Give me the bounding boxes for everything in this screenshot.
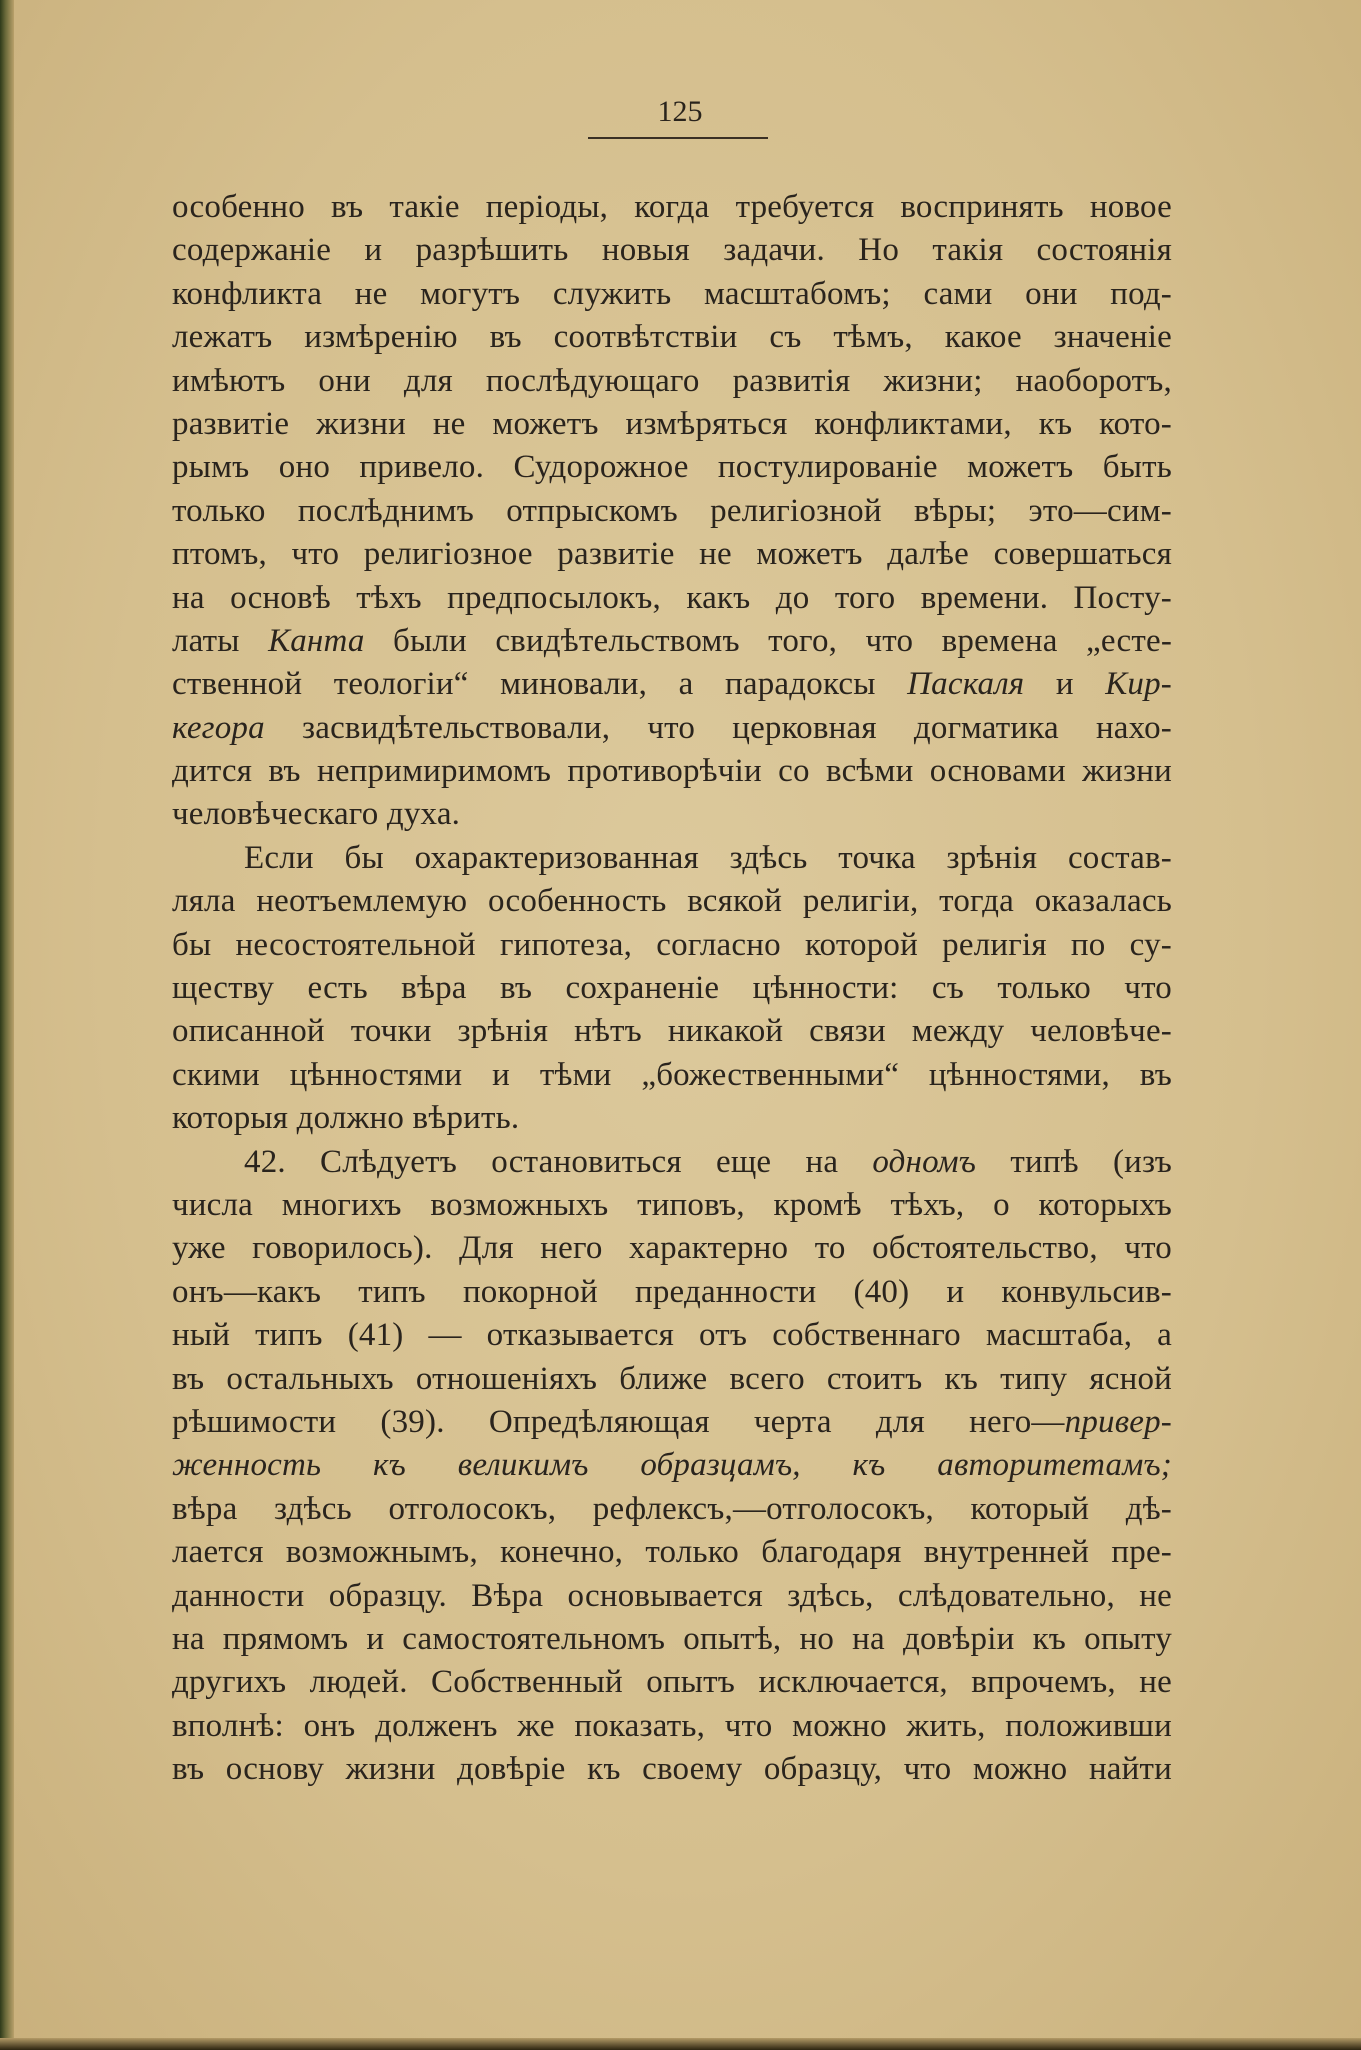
italic-text: одномъ: [872, 1143, 977, 1180]
text-line: [172, 620, 1172, 663]
text-line: [172, 880, 1172, 923]
line-text: другихъ людей. Собственный опытъ исключается, впрочемъ, не: [172, 1664, 1172, 1701]
text-line: [172, 663, 1172, 706]
line-text: только послѣднимъ отпрыскомъ религіозной вѣры; это—сим-: [172, 492, 1172, 529]
line-text: ный типъ (41) — отказывается отъ собственнаго масштаба, а: [172, 1317, 1172, 1354]
line-text: рѣшимости (39). Опредѣляющая черта для него—: [172, 1403, 1065, 1440]
line-text: на прямомъ и самостоятельномъ опытѣ, но на довѣріи къ опыту: [172, 1620, 1172, 1657]
line-text: 42. Слѣдуетъ остановиться еще на: [244, 1143, 873, 1180]
text-line: [172, 1488, 1172, 1531]
text-line: [172, 1748, 1172, 1791]
text-line: [172, 273, 1172, 316]
line-text: данности образцу. Вѣра основывается здѣсь, слѣдовательно, не: [172, 1577, 1172, 1614]
text-line: [172, 750, 1172, 793]
line-text: бы несостоятельной гипотеза, согласно которой религія по су-: [172, 926, 1172, 963]
italic-text: кегора: [172, 709, 265, 746]
line-text: имѣютъ они для послѣдующаго развитія жизни; наоборотъ,: [172, 362, 1172, 399]
line-text: на основѣ тѣхъ предпосылокъ, какъ до того времени. Посту-: [172, 579, 1172, 616]
line-text: вполнѣ: онъ долженъ же показать, что можно жить, положивши: [172, 1707, 1172, 1744]
text-line: [172, 1661, 1172, 1704]
line-text: числа многихъ возможныхъ типовъ, кромѣ тѣхъ, о которыхъ: [172, 1186, 1172, 1223]
text-line: [172, 1314, 1172, 1357]
text-line: [172, 1358, 1172, 1401]
line-text: которыя должно вѣрить.: [172, 1100, 520, 1137]
text-line: [172, 1184, 1172, 1227]
text-line: [172, 967, 1172, 1010]
line-text: типѣ (изъ: [976, 1143, 1172, 1180]
text-line: [172, 446, 1172, 489]
text-line: [172, 1054, 1172, 1097]
text-line: [172, 1227, 1172, 1270]
page-binding-edge: [0, 0, 14, 2050]
line-text: Если бы охарактеризованная здѣсь точка зрѣнія состав-: [244, 839, 1172, 876]
text-line: [172, 1575, 1172, 1618]
text-line: [172, 360, 1172, 403]
text-line: [172, 1097, 1172, 1140]
line-text: и: [1024, 666, 1106, 703]
line-text: въ основу жизни довѣріе къ своему образцу, что можно найти: [172, 1751, 1172, 1788]
italic-text: Канта: [268, 622, 365, 659]
line-text: описанной точки зрѣнія нѣтъ никакой связи между человѣче-: [172, 1013, 1172, 1050]
text-line: [172, 533, 1172, 576]
text-line: [172, 1444, 1172, 1487]
line-text: засвидѣтельствовали, что церковная догматика нахо-: [264, 709, 1172, 746]
line-text: онъ—какъ типъ покорной преданности (40) и конвульсив-: [172, 1273, 1172, 1310]
text-line: [172, 316, 1172, 359]
text-line: [172, 707, 1172, 750]
text-line: [172, 490, 1172, 533]
line-text: птомъ, что религіозное развитіе не можетъ далѣе совершаться: [172, 536, 1172, 573]
text-line: [172, 837, 1172, 880]
text-line: [172, 1705, 1172, 1748]
page-number-rule: [588, 137, 768, 139]
line-text: въ остальныхъ отношеніяхъ ближе всего стоитъ къ типу ясной: [172, 1360, 1172, 1397]
line-text: лежатъ измѣренію въ соотвѣтствіи съ тѣмъ, какое значеніе: [172, 319, 1172, 356]
text-line: [172, 403, 1172, 446]
italic-text: женность къ великимъ образцамъ, къ авторитетамъ;: [172, 1447, 1172, 1484]
text-line: [172, 1271, 1172, 1314]
italic-text: Кир-: [1105, 666, 1172, 703]
text-line: [172, 1141, 1172, 1184]
line-text: рымъ оно привело. Судорожное постулированіе можетъ быть: [172, 449, 1172, 486]
line-text: скими цѣнностями и тѣми „божественными“ цѣнностями, въ: [172, 1056, 1172, 1093]
body-text: [172, 186, 1172, 1791]
line-text: ществу есть вѣра въ сохраненіе цѣнности: съ только что: [172, 970, 1172, 1007]
text-line: [172, 793, 1172, 836]
text-line: [172, 1401, 1172, 1444]
line-text: уже говорилось). Для него характерно то обстоятельство, что: [172, 1230, 1172, 1267]
italic-text: привер-: [1064, 1403, 1172, 1440]
text-line: [172, 1010, 1172, 1053]
line-text: развитіе жизни не можетъ измѣряться конфликтами, къ кото-: [172, 405, 1172, 442]
line-text: содержаніе и разрѣшить новыя задачи. Но такія состоянія: [172, 232, 1172, 269]
line-text: лается возможнымъ, конечно, только благодаря внутренней пре-: [172, 1534, 1172, 1571]
text-line: [172, 229, 1172, 272]
line-text: латы: [172, 622, 269, 659]
line-text: ляла неотъемлемую особенность всякой религіи, тогда оказалась: [172, 883, 1172, 920]
page-bottom-edge: [0, 2038, 1361, 2050]
line-text: конфликта не могутъ служить масштабомъ; сами они под-: [172, 275, 1172, 312]
text-line: [172, 1618, 1172, 1661]
line-text: вѣра здѣсь отголосокъ, рефлексъ,—отголосокъ, который дѣ-: [172, 1490, 1172, 1527]
italic-text: Паскаля: [907, 666, 1025, 703]
line-text: ственной теологіи“ миновали, а парадоксы: [172, 666, 908, 703]
text-line: [172, 1531, 1172, 1574]
line-text: человѣческаго духа.: [172, 796, 461, 833]
line-text: дится въ непримиримомъ противорѣчіи со всѣми основами жизни: [172, 753, 1172, 790]
line-text: особенно въ такіе періоды, когда требуется воспринять новое: [172, 189, 1172, 225]
text-line: [172, 186, 1172, 229]
line-text: были свидѣтельствомъ того, что времена „есте-: [364, 622, 1172, 659]
page-number: 125: [657, 95, 703, 128]
text-line: [172, 577, 1172, 620]
text-line: [172, 924, 1172, 967]
